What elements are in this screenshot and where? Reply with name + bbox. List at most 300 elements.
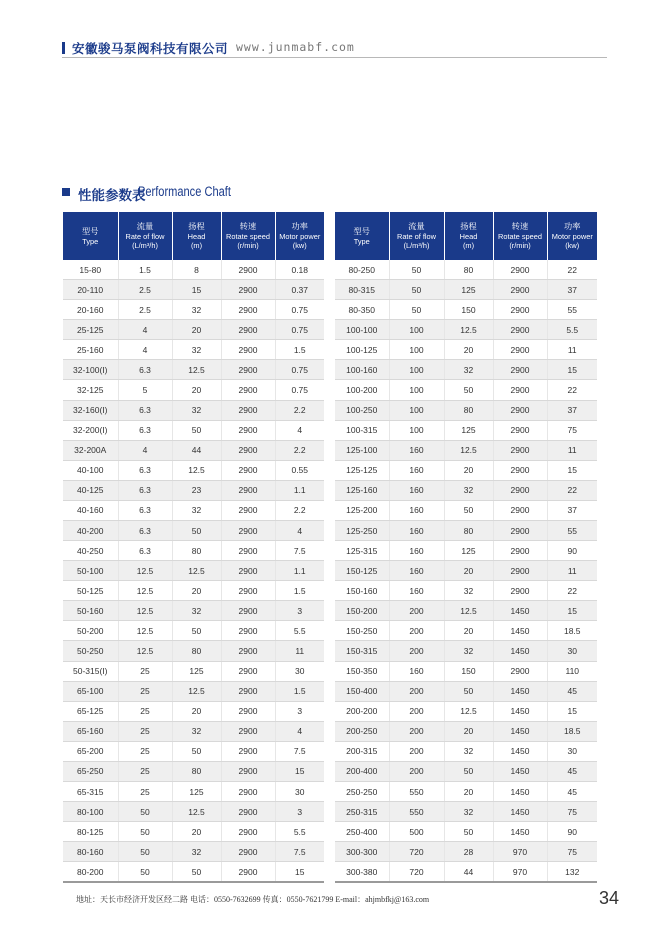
cell-power: 2.2 bbox=[275, 500, 324, 520]
column-header-en: Motor power bbox=[551, 232, 593, 241]
column-header-flow bbox=[389, 212, 444, 260]
cell-speed: 2900 bbox=[221, 782, 275, 802]
cell-flow: 160 bbox=[389, 541, 444, 561]
cell-head: 20 bbox=[172, 822, 221, 842]
cell-power: 15 bbox=[547, 701, 597, 721]
cell-power: 15 bbox=[547, 360, 597, 380]
column-header-unit: (kw) bbox=[292, 241, 307, 250]
table-row bbox=[63, 681, 324, 701]
table-row bbox=[335, 681, 597, 701]
page-number: 34 bbox=[599, 888, 620, 908]
cell-power: 7.5 bbox=[275, 741, 324, 761]
table-row bbox=[335, 621, 597, 641]
column-header-unit: (r/min) bbox=[237, 241, 259, 250]
cell-speed: 2900 bbox=[493, 280, 547, 300]
cell-flow: 160 bbox=[389, 521, 444, 541]
cell-head: 50 bbox=[444, 761, 493, 781]
cell-head: 50 bbox=[172, 621, 221, 641]
cell-head: 15 bbox=[172, 280, 221, 300]
cell-flow: 25 bbox=[118, 721, 172, 741]
cell-flow: 160 bbox=[389, 561, 444, 581]
cell-power: 1.5 bbox=[275, 340, 324, 360]
cell-flow: 160 bbox=[389, 581, 444, 601]
column-header-cn: 流量 bbox=[408, 222, 425, 231]
cell-flow: 50 bbox=[118, 802, 172, 822]
cell-head: 32 bbox=[172, 340, 221, 360]
cell-power: 75 bbox=[547, 420, 597, 440]
cell-flow: 25 bbox=[118, 741, 172, 761]
cell-power: 30 bbox=[275, 661, 324, 681]
cell-flow: 6.3 bbox=[118, 360, 172, 380]
column-header-en: Rate of flow bbox=[125, 232, 165, 241]
cell-flow: 12.5 bbox=[118, 561, 172, 581]
cell-power: 11 bbox=[547, 340, 597, 360]
cell-flow: 200 bbox=[389, 621, 444, 641]
cell-type: 50-200 bbox=[63, 621, 118, 641]
cell-speed: 2900 bbox=[221, 420, 275, 440]
table-row bbox=[63, 360, 324, 380]
cell-power: 18.5 bbox=[547, 621, 597, 641]
cell-speed: 2900 bbox=[221, 480, 275, 500]
cell-speed: 2900 bbox=[221, 360, 275, 380]
cell-type: 250-250 bbox=[335, 782, 389, 802]
cell-power: 0.18 bbox=[275, 260, 324, 280]
cell-head: 12.5 bbox=[172, 802, 221, 822]
cell-head: 12.5 bbox=[172, 561, 221, 581]
cell-head: 80 bbox=[444, 260, 493, 280]
table-row bbox=[63, 641, 324, 661]
cell-type: 65-100 bbox=[63, 681, 118, 701]
cell-speed: 2900 bbox=[221, 541, 275, 561]
cell-speed: 2900 bbox=[493, 541, 547, 561]
cell-power: 1.1 bbox=[275, 561, 324, 581]
cell-type: 40-125 bbox=[63, 480, 118, 500]
cell-flow: 160 bbox=[389, 460, 444, 480]
table-row bbox=[335, 721, 597, 741]
table-row bbox=[335, 641, 597, 661]
cell-type: 20-110 bbox=[63, 280, 118, 300]
cell-head: 32 bbox=[172, 500, 221, 520]
cell-type: 125-315 bbox=[335, 541, 389, 561]
cell-speed: 2900 bbox=[493, 340, 547, 360]
cell-power: 30 bbox=[275, 782, 324, 802]
column-header-unit: (r/min) bbox=[509, 241, 531, 250]
cell-type: 65-125 bbox=[63, 701, 118, 721]
cell-type: 100-100 bbox=[335, 320, 389, 340]
column-header-cn: 流量 bbox=[136, 222, 154, 231]
table-row bbox=[335, 782, 597, 802]
table-row bbox=[63, 300, 324, 320]
cell-flow: 200 bbox=[389, 741, 444, 761]
table-row bbox=[335, 380, 597, 400]
cell-flow: 500 bbox=[389, 822, 444, 842]
cell-head: 12.5 bbox=[444, 701, 493, 721]
cell-power: 1.5 bbox=[275, 581, 324, 601]
cell-power: 110 bbox=[547, 661, 597, 681]
cell-type: 80-100 bbox=[63, 802, 118, 822]
cell-speed: 1450 bbox=[493, 641, 547, 661]
cell-type: 100-200 bbox=[335, 380, 389, 400]
cell-head: 50 bbox=[172, 521, 221, 541]
cell-type: 32-200A bbox=[63, 440, 118, 460]
cell-head: 20 bbox=[444, 460, 493, 480]
cell-power: 45 bbox=[547, 761, 597, 781]
cell-speed: 1450 bbox=[493, 782, 547, 802]
cell-speed: 2900 bbox=[493, 440, 547, 460]
cell-head: 50 bbox=[172, 741, 221, 761]
cell-power: 4 bbox=[275, 521, 324, 541]
cell-flow: 1.5 bbox=[118, 260, 172, 280]
cell-type: 150-400 bbox=[335, 681, 389, 701]
cell-type: 32-125 bbox=[63, 380, 118, 400]
cell-power: 1.5 bbox=[275, 681, 324, 701]
table-row bbox=[63, 721, 324, 741]
column-header-en: Rotate speed bbox=[226, 232, 270, 241]
cell-power: 90 bbox=[547, 822, 597, 842]
column-header-cn: 型号 bbox=[82, 226, 99, 236]
cell-flow: 2.5 bbox=[118, 280, 172, 300]
cell-type: 15-80 bbox=[63, 260, 118, 280]
cell-type: 125-160 bbox=[335, 480, 389, 500]
table-body bbox=[63, 260, 324, 882]
cell-power: 22 bbox=[547, 581, 597, 601]
table-body bbox=[335, 260, 597, 882]
cell-type: 150-350 bbox=[335, 661, 389, 681]
cell-power: 3 bbox=[275, 701, 324, 721]
cell-head: 20 bbox=[172, 320, 221, 340]
cell-head: 12.5 bbox=[172, 681, 221, 701]
cell-head: 20 bbox=[172, 581, 221, 601]
cell-type: 80-250 bbox=[335, 260, 389, 280]
cell-head: 32 bbox=[444, 360, 493, 380]
cell-type: 32-100(I) bbox=[63, 360, 118, 380]
cell-power: 15 bbox=[547, 601, 597, 621]
cell-speed: 2900 bbox=[493, 400, 547, 420]
section-title-cn: 性能参数表 bbox=[78, 188, 146, 203]
cell-power: 30 bbox=[547, 641, 597, 661]
cell-flow: 200 bbox=[389, 641, 444, 661]
cell-type: 65-250 bbox=[63, 761, 118, 781]
cell-speed: 1450 bbox=[493, 741, 547, 761]
table-row bbox=[63, 761, 324, 781]
column-header-cn: 功率 bbox=[291, 222, 308, 231]
cell-speed: 2900 bbox=[221, 260, 275, 280]
column-header-en: Type bbox=[82, 236, 99, 246]
cell-power: 37 bbox=[547, 400, 597, 420]
cell-head: 12.5 bbox=[444, 440, 493, 460]
cell-flow: 550 bbox=[389, 782, 444, 802]
cell-flow: 100 bbox=[389, 340, 444, 360]
table-row bbox=[335, 320, 597, 340]
cell-speed: 2900 bbox=[221, 521, 275, 541]
table-row bbox=[63, 380, 324, 400]
cell-type: 300-380 bbox=[335, 862, 389, 883]
table-row bbox=[63, 460, 324, 480]
cell-flow: 6.3 bbox=[118, 480, 172, 500]
cell-type: 50-250 bbox=[63, 641, 118, 661]
table-row bbox=[63, 842, 324, 862]
table-row bbox=[63, 541, 324, 561]
cell-speed: 2900 bbox=[493, 320, 547, 340]
cell-head: 32 bbox=[444, 581, 493, 601]
cell-head: 32 bbox=[444, 741, 493, 761]
cell-power: 15 bbox=[275, 761, 324, 781]
cell-speed: 2900 bbox=[221, 822, 275, 842]
column-header-type bbox=[63, 212, 118, 260]
table-row bbox=[63, 440, 324, 460]
table-row bbox=[335, 300, 597, 320]
column-header-en: Rotate speed bbox=[498, 232, 542, 241]
cell-type: 150-250 bbox=[335, 621, 389, 641]
cell-type: 40-250 bbox=[63, 541, 118, 561]
column-header-flow bbox=[118, 212, 172, 260]
cell-flow: 50 bbox=[389, 260, 444, 280]
cell-flow: 550 bbox=[389, 802, 444, 822]
cell-flow: 12.5 bbox=[118, 601, 172, 621]
column-header-speed bbox=[493, 212, 547, 260]
table-row bbox=[63, 661, 324, 681]
cell-power: 5.5 bbox=[275, 621, 324, 641]
table-row bbox=[63, 862, 324, 883]
cell-power: 11 bbox=[547, 440, 597, 460]
cell-flow: 200 bbox=[389, 721, 444, 741]
table-row bbox=[63, 280, 324, 300]
table-row bbox=[335, 460, 597, 480]
table-row bbox=[335, 561, 597, 581]
page-header bbox=[62, 38, 607, 60]
cell-speed: 2900 bbox=[221, 802, 275, 822]
column-header-head bbox=[172, 212, 221, 260]
cell-speed: 1450 bbox=[493, 822, 547, 842]
cell-speed: 2900 bbox=[221, 300, 275, 320]
table-row bbox=[63, 420, 324, 440]
cell-speed: 2900 bbox=[493, 500, 547, 520]
table-row bbox=[63, 400, 324, 420]
cell-head: 20 bbox=[172, 380, 221, 400]
cell-head: 125 bbox=[444, 541, 493, 561]
cell-speed: 2900 bbox=[221, 641, 275, 661]
cell-power: 37 bbox=[547, 500, 597, 520]
cell-type: 200-200 bbox=[335, 701, 389, 721]
cell-head: 23 bbox=[172, 480, 221, 500]
table-row bbox=[335, 420, 597, 440]
cell-power: 3 bbox=[275, 601, 324, 621]
column-header-cn: 扬程 bbox=[188, 222, 205, 231]
cell-flow: 4 bbox=[118, 440, 172, 460]
cell-power: 7.5 bbox=[275, 842, 324, 862]
cell-head: 50 bbox=[444, 500, 493, 520]
cell-head: 80 bbox=[172, 541, 221, 561]
cell-type: 200-250 bbox=[335, 721, 389, 741]
cell-power: 4 bbox=[275, 420, 324, 440]
cell-type: 40-200 bbox=[63, 521, 118, 541]
cell-speed: 2900 bbox=[221, 320, 275, 340]
column-header-type bbox=[335, 212, 389, 260]
cell-power: 11 bbox=[275, 641, 324, 661]
table-row bbox=[63, 701, 324, 721]
table-row bbox=[63, 340, 324, 360]
cell-head: 32 bbox=[444, 641, 493, 661]
table-row bbox=[335, 802, 597, 822]
cell-flow: 4 bbox=[118, 340, 172, 360]
cell-power: 15 bbox=[547, 460, 597, 480]
cell-speed: 2900 bbox=[221, 741, 275, 761]
cell-head: 125 bbox=[172, 782, 221, 802]
cell-speed: 2900 bbox=[493, 260, 547, 280]
table-row bbox=[63, 802, 324, 822]
cell-head: 125 bbox=[444, 420, 493, 440]
cell-type: 100-160 bbox=[335, 360, 389, 380]
cell-flow: 6.3 bbox=[118, 420, 172, 440]
cell-speed: 2900 bbox=[221, 340, 275, 360]
cell-type: 125-125 bbox=[335, 460, 389, 480]
cell-head: 28 bbox=[444, 842, 493, 862]
cell-power: 75 bbox=[547, 842, 597, 862]
table-row bbox=[63, 320, 324, 340]
column-header-en: Head bbox=[459, 232, 478, 241]
cell-type: 100-250 bbox=[335, 400, 389, 420]
table-row bbox=[335, 601, 597, 621]
performance-table-right bbox=[335, 212, 597, 883]
cell-type: 50-315(I) bbox=[63, 661, 118, 681]
cell-type: 65-315 bbox=[63, 782, 118, 802]
cell-speed: 2900 bbox=[493, 420, 547, 440]
cell-type: 25-160 bbox=[63, 340, 118, 360]
cell-flow: 50 bbox=[118, 842, 172, 862]
cell-power: 45 bbox=[547, 681, 597, 701]
cell-power: 1.1 bbox=[275, 480, 324, 500]
cell-flow: 6.3 bbox=[118, 541, 172, 561]
cell-speed: 2900 bbox=[221, 601, 275, 621]
cell-type: 32-160(I) bbox=[63, 400, 118, 420]
column-header-unit: (m) bbox=[462, 241, 475, 250]
cell-flow: 6.3 bbox=[118, 521, 172, 541]
table-row bbox=[63, 621, 324, 641]
cell-head: 50 bbox=[172, 862, 221, 883]
cell-head: 32 bbox=[172, 300, 221, 320]
cell-speed: 2900 bbox=[221, 621, 275, 641]
cell-power: 2.2 bbox=[275, 400, 324, 420]
cell-speed: 2900 bbox=[221, 661, 275, 681]
cell-head: 12.5 bbox=[172, 460, 221, 480]
cell-type: 65-160 bbox=[63, 721, 118, 741]
cell-flow: 25 bbox=[118, 782, 172, 802]
cell-speed: 2900 bbox=[493, 480, 547, 500]
cell-flow: 25 bbox=[118, 701, 172, 721]
column-header-speed bbox=[221, 212, 275, 260]
cell-power: 22 bbox=[547, 380, 597, 400]
table-row bbox=[63, 500, 324, 520]
cell-type: 50-160 bbox=[63, 601, 118, 621]
cell-type: 80-160 bbox=[63, 842, 118, 862]
cell-head: 20 bbox=[444, 561, 493, 581]
table-row bbox=[335, 541, 597, 561]
cell-head: 50 bbox=[444, 681, 493, 701]
cell-flow: 200 bbox=[389, 761, 444, 781]
cell-speed: 1450 bbox=[493, 701, 547, 721]
cell-speed: 1450 bbox=[493, 761, 547, 781]
section-title-en: Performance Chaft bbox=[138, 184, 231, 199]
table-header-row bbox=[63, 212, 324, 260]
cell-head: 12.5 bbox=[444, 320, 493, 340]
table-row bbox=[335, 581, 597, 601]
cell-power: 5.5 bbox=[547, 320, 597, 340]
cell-flow: 50 bbox=[118, 822, 172, 842]
cell-head: 32 bbox=[444, 802, 493, 822]
cell-flow: 6.3 bbox=[118, 400, 172, 420]
table-row bbox=[335, 280, 597, 300]
cell-speed: 2900 bbox=[493, 360, 547, 380]
cell-type: 50-125 bbox=[63, 581, 118, 601]
table-row bbox=[335, 480, 597, 500]
cell-power: 37 bbox=[547, 280, 597, 300]
cell-flow: 200 bbox=[389, 681, 444, 701]
cell-speed: 2900 bbox=[493, 380, 547, 400]
cell-type: 80-350 bbox=[335, 300, 389, 320]
cell-speed: 2900 bbox=[221, 440, 275, 460]
cell-head: 20 bbox=[444, 621, 493, 641]
cell-flow: 200 bbox=[389, 601, 444, 621]
cell-flow: 720 bbox=[389, 842, 444, 862]
cell-head: 8 bbox=[172, 260, 221, 280]
cell-type: 150-200 bbox=[335, 601, 389, 621]
cell-speed: 2900 bbox=[493, 661, 547, 681]
cell-flow: 25 bbox=[118, 681, 172, 701]
cell-power: 22 bbox=[547, 260, 597, 280]
cell-speed: 2900 bbox=[493, 300, 547, 320]
cell-speed: 2900 bbox=[221, 380, 275, 400]
cell-head: 32 bbox=[172, 842, 221, 862]
cell-power: 3 bbox=[275, 802, 324, 822]
table-row bbox=[63, 480, 324, 500]
cell-power: 30 bbox=[547, 741, 597, 761]
cell-speed: 2900 bbox=[221, 842, 275, 862]
cell-type: 125-100 bbox=[335, 440, 389, 460]
cell-speed: 2900 bbox=[221, 701, 275, 721]
table-row bbox=[63, 822, 324, 842]
cell-speed: 2900 bbox=[493, 460, 547, 480]
cell-power: 4 bbox=[275, 721, 324, 741]
cell-head: 50 bbox=[444, 822, 493, 842]
cell-power: 0.75 bbox=[275, 360, 324, 380]
cell-type: 50-100 bbox=[63, 561, 118, 581]
column-header-en: Rate of flow bbox=[396, 232, 437, 241]
table-row bbox=[335, 822, 597, 842]
cell-flow: 6.3 bbox=[118, 500, 172, 520]
cell-power: 18.5 bbox=[547, 721, 597, 741]
cell-head: 125 bbox=[172, 661, 221, 681]
cell-flow: 25 bbox=[118, 761, 172, 781]
column-header-cn: 转速 bbox=[511, 222, 529, 231]
cell-speed: 2900 bbox=[493, 581, 547, 601]
column-header-en: Head bbox=[187, 232, 206, 241]
cell-type: 300-300 bbox=[335, 842, 389, 862]
cell-flow: 160 bbox=[389, 500, 444, 520]
cell-type: 150-160 bbox=[335, 581, 389, 601]
cell-type: 40-100 bbox=[63, 460, 118, 480]
cell-speed: 970 bbox=[493, 862, 547, 883]
cell-type: 100-315 bbox=[335, 420, 389, 440]
company-url: www.junmabf.com bbox=[236, 40, 355, 54]
cell-power: 0.75 bbox=[275, 300, 324, 320]
header-divider bbox=[62, 57, 607, 58]
cell-flow: 100 bbox=[389, 320, 444, 340]
column-header-cn: 型号 bbox=[353, 226, 370, 236]
cell-type: 80-125 bbox=[63, 822, 118, 842]
column-header-unit: (m) bbox=[190, 241, 203, 250]
cell-head: 50 bbox=[444, 380, 493, 400]
cell-head: 44 bbox=[444, 862, 493, 883]
